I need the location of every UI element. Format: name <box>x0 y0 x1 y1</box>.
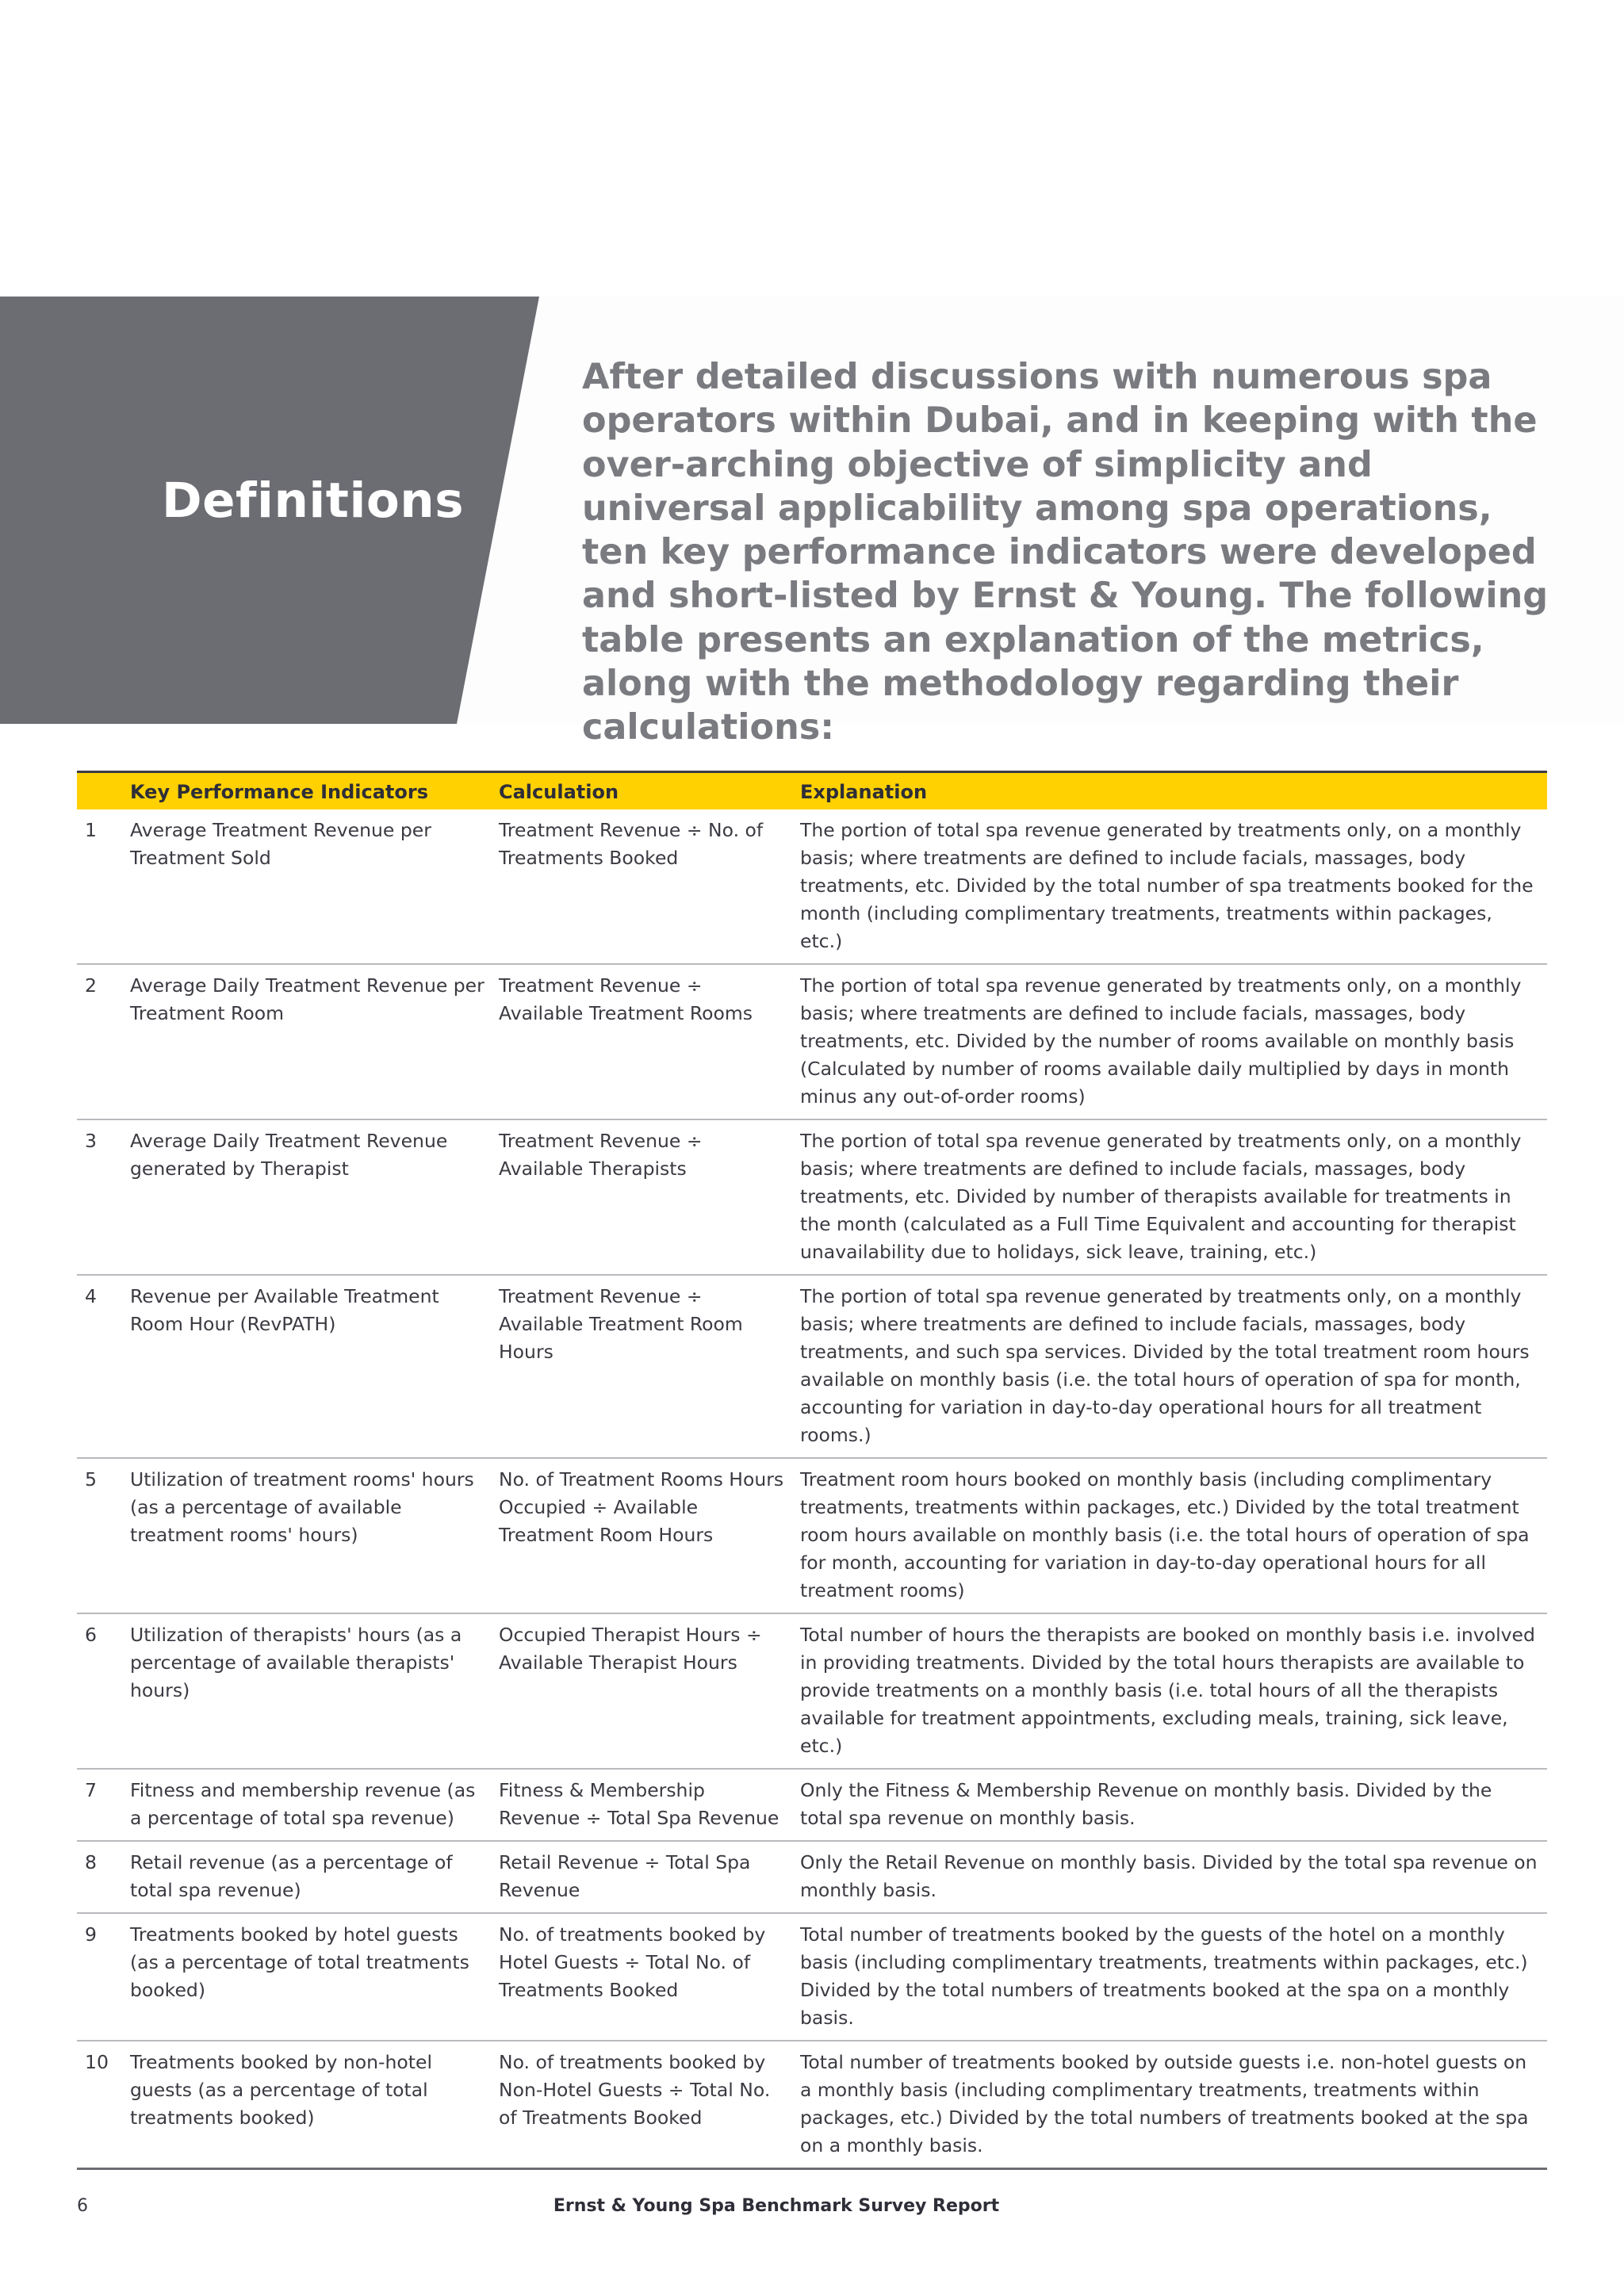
row-number: 10 <box>85 2051 109 2073</box>
calculation-cell: Treatment Revenue ÷ Available Therapists <box>499 1130 703 1180</box>
kpi-table <box>77 771 1547 2170</box>
row-number: 3 <box>85 1130 97 1152</box>
calculation-cell: Retail Revenue ÷ Total Spa Revenue <box>499 1851 751 1901</box>
row-number: 9 <box>85 1923 97 1946</box>
row-number: 1 <box>85 819 97 841</box>
kpi-cell: Revenue per Available Treatment Room Hour (RevPATH) <box>130 1285 439 1335</box>
explanation-cell: Total number of hours the therapists are booked on monthly basis i.e. involved in providing treatments. Divided by the total hours therapists are available to provide treatments on a monthly basis (i.e. total hours of all the therapists available for treatment appointments, excluding meals, training, sick leave, etc.) <box>800 1624 1535 1757</box>
calculation-cell: Treatment Revenue ÷ No. of Treatments Booked <box>499 819 764 869</box>
kpi-cell: Treatments booked by non-hotel guests (as a percentage of total treatments booked) <box>130 2051 432 2129</box>
explanation-cell: Treatment room hours booked on monthly basis (including complimentary treatments, treatments within packages, etc.) Divided by the total treatment room hours available on monthly basis (i.e. the total hours of operation of spa for month, accounting for variation in day-to-day operational hours for all treatment rooms) <box>800 1468 1530 1601</box>
header-calculation: Calculation <box>499 781 619 803</box>
calculation-cell: No. of Treatment Rooms Hours Occupied ÷ Available Treatment Room Hours <box>499 1468 784 1546</box>
explanation-cell: Only the Retail Revenue on monthly basis. Divided by the total spa revenue on monthly basis. <box>800 1851 1538 1901</box>
table-row <box>77 1119 1547 1275</box>
table-header-row <box>77 772 1547 810</box>
header-explanation: Explanation <box>800 781 928 803</box>
calculation-cell: Occupied Therapist Hours ÷ Available Therapist Hours <box>499 1624 762 1674</box>
calculation-cell: No. of treatments booked by Hotel Guests ÷ Total No. of Treatments Booked <box>499 1923 766 2001</box>
explanation-cell: The portion of total spa revenue generated by treatments only, on a monthly basis; where treatments are defined to include facials, massages, body treatments, and such spa services. Divided by the total treatment room hours available on monthly basis (i.e. the total hours of operation of spa for month, accounting for variation in day-to-day operational hours for all treatment rooms.) <box>800 1285 1530 1446</box>
page-number: 6 <box>77 2196 88 2216</box>
kpi-cell: Average Treatment Revenue per Treatment Sold <box>130 819 431 869</box>
row-number: 5 <box>85 1468 97 1490</box>
explanation-cell: The portion of total spa revenue generated by treatments only, on a monthly basis; where treatments are defined to include facials, massages, body treatments, etc. Divided by number of therapists available for treatments in the month (calculated as a Full Time Equivalent and accounting for therapist unavailability due to holidays, sick leave, training, etc.) <box>800 1130 1522 1263</box>
row-number: 6 <box>85 1624 97 1646</box>
row-number: 8 <box>85 1851 97 1873</box>
intro-paragraph: After detailed discussions with numerous spa operators within Dubai, and in keeping with the over-arching objective of simplicity and universal applicability among spa operations, ten key performance indicators were developed and short-listed by Ernst & Young. The following table presents an explanation of the metrics, along with the methodology regarding their calculations: <box>582 357 1549 748</box>
kpi-cell: Average Daily Treatment Revenue per Treatment Room <box>130 974 485 1024</box>
table-row <box>77 1613 1547 1769</box>
kpi-cell: Treatments booked by hotel guests (as a percentage of total treatments booked) <box>130 1923 469 2001</box>
table-row <box>77 1458 1547 1613</box>
kpi-cell: Retail revenue (as a percentage of total spa revenue) <box>130 1851 453 1901</box>
table-row <box>77 1841 1547 1913</box>
row-number: 2 <box>85 974 97 997</box>
table-row <box>77 1275 1547 1458</box>
header-kpi: Key Performance Indicators <box>130 781 428 803</box>
page-title: Definitions <box>162 473 465 529</box>
table-row <box>77 2041 1547 2169</box>
table-row <box>77 809 1547 964</box>
kpi-cell: Utilization of treatment rooms' hours (as a percentage of available treatment rooms' hours) <box>130 1468 474 1546</box>
kpi-cell: Utilization of therapists' hours (as a percentage of available therapists' hours) <box>130 1624 462 1701</box>
header-number <box>77 772 125 810</box>
footer-report-title: Ernst & Young Spa Benchmark Survey Report <box>553 2196 1000 2216</box>
kpi-cell: Fitness and membership revenue (as a percentage of total spa revenue) <box>130 1779 476 1829</box>
table-row <box>77 964 1547 1119</box>
explanation-cell: The portion of total spa revenue generated by treatments only, on a monthly basis; where treatments are defined to include facials, massages, body treatments, etc. Divided by the number of rooms available on monthly basis (Calculated by number of rooms available daily multiplied by days in month minus any out-of-order rooms) <box>800 974 1522 1108</box>
row-number: 7 <box>85 1779 97 1801</box>
explanation-cell: Total number of treatments booked by outside guests i.e. non-hotel guests on a monthly basis (including complimentary treatments, treatments within packages, etc.) Divided by the total numbers of treatments booked at the spa on a monthly basis. <box>800 2051 1529 2156</box>
calculation-cell: Treatment Revenue ÷ Available Treatment Room Hours <box>499 1285 743 1363</box>
kpi-table-container <box>77 771 1547 2170</box>
calculation-cell: Treatment Revenue ÷ Available Treatment Rooms <box>499 974 753 1024</box>
kpi-cell: Average Daily Treatment Revenue generated by Therapist <box>130 1130 448 1180</box>
calculation-cell: No. of treatments booked by Non-Hotel Guests ÷ Total No. of Treatments Booked <box>499 2051 771 2129</box>
table-row <box>77 1913 1547 2041</box>
explanation-cell: The portion of total spa revenue generated by treatments only, on a monthly basis; where treatments are defined to include facials, massages, body treatments, etc. Divided by the total number of spa treatments booked for the month (including complimentary treatments, treatments within packages, etc.) <box>800 819 1534 952</box>
table-row <box>77 1769 1547 1841</box>
calculation-cell: Fitness & Membership Revenue ÷ Total Spa Revenue <box>499 1779 779 1829</box>
explanation-cell: Total number of treatments booked by the guests of the hotel on a monthly basis (including complimentary treatments, treatments within packages, etc.) Divided by the total numbers of treatments booked at the spa on a monthly basis. <box>800 1923 1528 2029</box>
explanation-cell: Only the Fitness & Membership Revenue on monthly basis. Divided by the total spa revenue on monthly basis. <box>800 1779 1492 1829</box>
row-number: 4 <box>85 1285 97 1307</box>
